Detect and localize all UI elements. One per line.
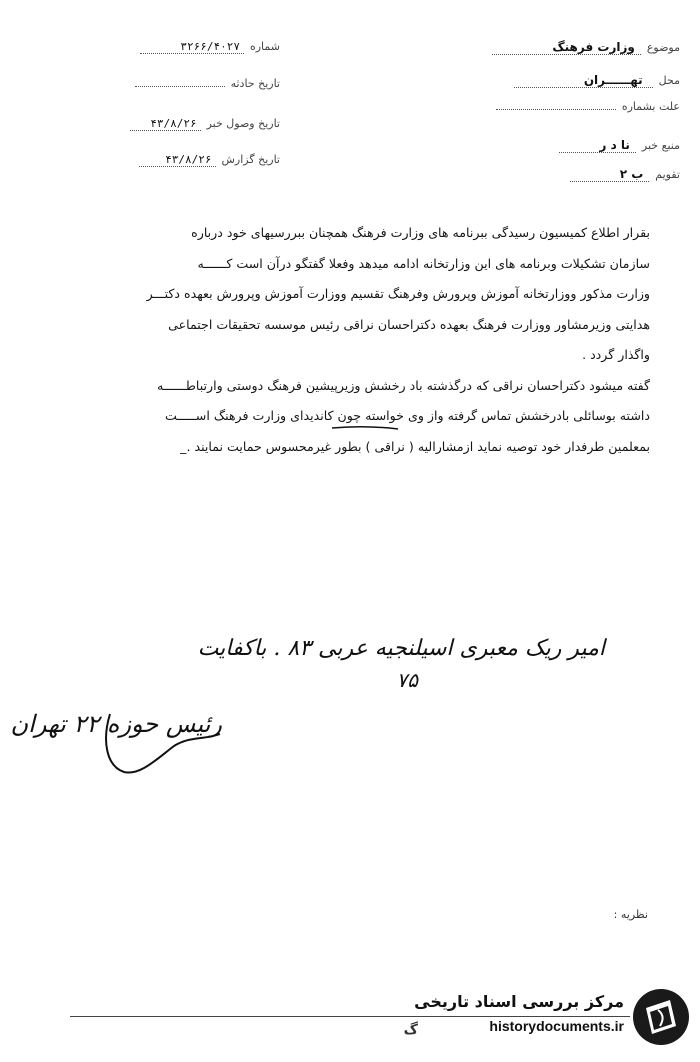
body-line: گفته میشود دکتراحسان نراقی که درگذشته باد رخشش وزیرپیشین فرهنگ دوستی وارتباطــــــه bbox=[156, 377, 650, 393]
number-field bbox=[140, 40, 280, 54]
watermark-title: مرکز بررسی اسناد تاریخی bbox=[414, 992, 624, 1011]
subject-label: موضوع bbox=[646, 41, 680, 54]
place-field bbox=[514, 73, 680, 88]
reason-field bbox=[496, 100, 680, 113]
number-value: ۳۲۶۶/۴۰۲۷ bbox=[140, 40, 244, 54]
subject-field bbox=[492, 40, 680, 55]
subject-value: وزارت فرهنگ bbox=[492, 40, 640, 55]
handwritten-note-2: رئیس حوزه ۲۲ تهران bbox=[10, 710, 222, 738]
source-field bbox=[559, 138, 680, 153]
received-date-field bbox=[130, 117, 280, 131]
body-line: بمعلمین طرفدار خود توصیه نماید ازمشارالیه ( نراقی ) بطور غیرمحسوس حمایت نمایند ._ bbox=[180, 438, 650, 454]
signature-scribble bbox=[100, 700, 230, 780]
body-line: بقرار اطلاع کمیسیون رسیدگی ببرنامه های وزارت فرهنگ همچنان ببررسیهای خود درباره bbox=[191, 225, 650, 240]
rating-field bbox=[570, 167, 680, 182]
place-label: محل bbox=[658, 74, 680, 87]
reason-dots bbox=[496, 109, 616, 110]
archive-watermark bbox=[410, 986, 692, 1048]
body-line: هدایتی وزیرمشاور ووزارت فرهنگ بعهده دکتراحسان نراقی رئیس موسسه تحقیقات اجتماعی bbox=[168, 316, 650, 332]
comment-label: نظریه : bbox=[613, 908, 648, 921]
watermark-side-mark: گ bbox=[403, 1022, 418, 1038]
report-date-label: تاریخ گزارش bbox=[221, 153, 280, 166]
received-date-label: تاریخ وصول خبر bbox=[206, 117, 280, 130]
incident-date-label: تاریخ حادثه bbox=[230, 77, 280, 90]
number-label: شماره bbox=[249, 40, 280, 53]
handwritten-note-number: ۷۵ bbox=[396, 668, 418, 692]
handwritten-note-1: امیر ریک معبری اسیلنجیه عربی ۸۳ . باکفایت bbox=[197, 636, 605, 661]
place-value: تهــــــران bbox=[514, 73, 653, 88]
body-line: واگذار گردد . bbox=[582, 347, 650, 362]
report-date-field bbox=[139, 153, 280, 167]
name-underline bbox=[330, 424, 400, 432]
source-label: منبع خبر bbox=[641, 139, 680, 152]
body-line: وزارت مذکور ووزارتخانه آموزش وپرورش وفرهنگ تقسیم ووزارت آموزش وپرورش بعهده دکتـــر bbox=[146, 286, 650, 301]
incident-date-dots bbox=[135, 86, 225, 87]
rating-label: تقویم bbox=[655, 168, 680, 181]
body-line: داشته بوسائلی بادرخشش تماس گرفته واز وی خواسته چون کاندیدای وزارت فرهنگ اســـــت bbox=[164, 408, 650, 423]
watermark-url: historydocuments.ir bbox=[489, 1018, 624, 1034]
incident-date-field bbox=[135, 77, 280, 90]
reason-label: علت بشماره bbox=[621, 100, 680, 113]
received-date-value: ۴۳/۸/۲۶ bbox=[130, 117, 200, 131]
source-value: نا د ر bbox=[559, 138, 635, 153]
report-date-value: ۴۳/۸/۲۶ bbox=[139, 153, 215, 167]
body-line: سازمان تشکیلات وبرنامه های این وزارتخانه ادامه میدهد وفعلا گفتگو درآن است کــــــه bbox=[197, 255, 650, 271]
paragraph-2 bbox=[60, 371, 650, 463]
rating-value: ب ۲ bbox=[570, 167, 650, 182]
archive-logo-icon bbox=[630, 986, 692, 1048]
paragraph-1 bbox=[60, 218, 650, 371]
